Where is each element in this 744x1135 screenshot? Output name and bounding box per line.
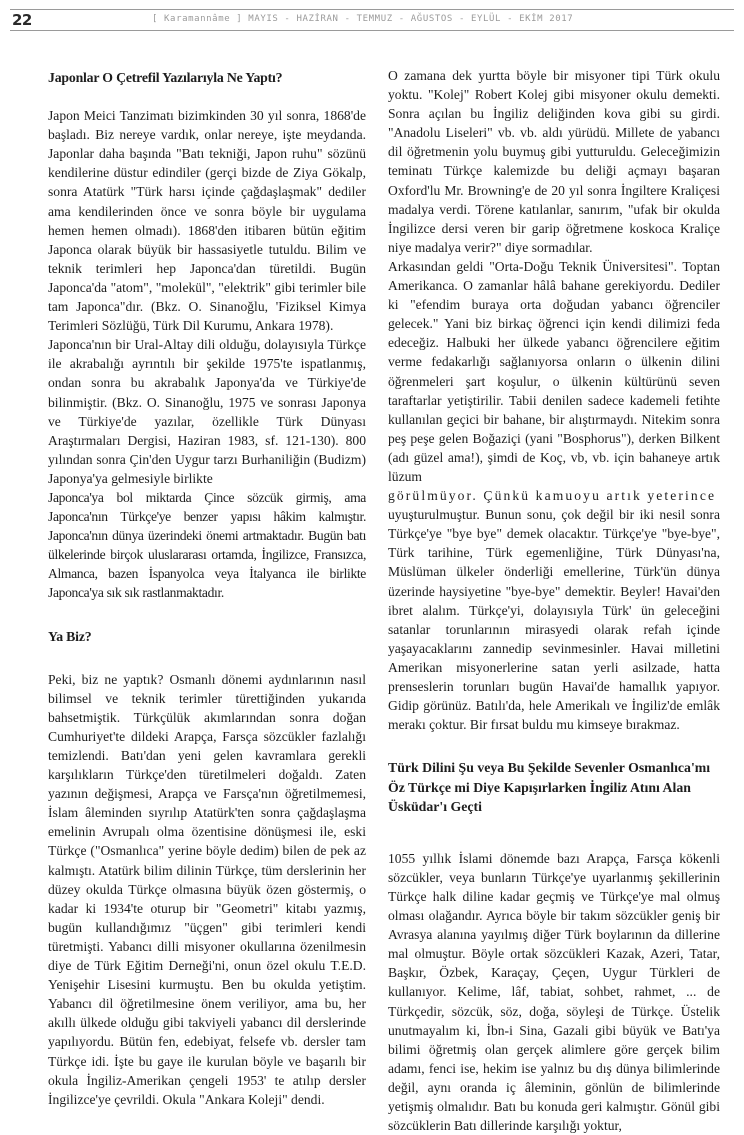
paragraph: Arkasından geldi "Orta-Doğu Teknik Üniversitesi". Toptan Amerikanca. O zamanlar hâlâ bahane gerekiyordu. Dediler ki "efendim buraya orta doğudan yabancı öğrenciler gelecek." Yani biz birkaç öğrenci için kendi dilimizi feda edeceğiz. Halbuki her ülkede yabancı öğrencilere eğitim verme fedakarlığı sağlanıyorsa onların o ülkenin dilini öğrenmeleri şart koşulur, o ülkenin kültürünü seven taraftarlar yetiştirilir. Tabii denilen sadece kademeli fetihte kullanılan geçici bir bahane, bir alıştırmaydı. Nitekim sonra peş peşe gelen Boğaziçi (yani "Bosphorus"), derken Bilkent (adı güzel ama!), şimdi de Koç, vb, vb. için bahaneye artık lüzum [388, 258, 720, 484]
paragraph: 1055 yıllık İslami dönemde bazı Arapça, Farsça kökenli sözcükler, veya bunların Türkçe'ye uyarlanmış şekillerinin Türkçe halk diline kadar geçmiş ve Türkçe'ye mal olmuş olması olağandır. Ayrıca böyle bir takım sözcükler geniş bir Avrasya alanına yayılmış diğer Türk boylarının da dillerine mal olmuştur. Böyle ortak sözcükleri Kazak, Azeri, Tatar, Başkır, Özbek, Karaçay, Çeçen, Uygur Türkleri de kullanıyor. Kelime, lâf, tabiat, sohbet, rahmet, ... de Türkçedir, sözcük, söz, doğa, söyleşi de Türkçe. Üstelik unutmayalım ki, İbn-i Sina, Gazali gibi büyük ve Batı'ya bilimi öğretmiş olan gerçek alimlere göre gerçek bilim adamı, fenci ise, hekim ise yalnız bu dış dünya bilimlerinde değil, aynı oranda iç âleminin, gönlün de bilimlerinde yetişmiş olmalıdır. Batı bu konuda geri kalmıştır. Gönül gibi sözcüklerin Batı dillerinde karşılığı yoktur, [388, 850, 720, 1134]
paragraph: Japonca'nın bir Ural-Altay dili olduğu, dolayısıyla Türkçe ile akrabalığı ayrıntılı bir şekilde 1975'te ispatlanmış, ondan sonra bu akrabalık Japonya'da ve Türkiye'de bilinmiştir. (Bkz. O. Sinanoğlu, 1975 ve sonrası Japonya ve Türkiye'de yazılar, özellikle Türk Dünyası Araştırmaları Dergisi, Haziran 1983, sf. 121-130). 800 yılından sonra Çin'den Uygur tarzı Burhaniliğin (Budizm) Japonya'ya gelmesiyle birlikte [48, 337, 366, 486]
spacer [48, 603, 366, 627]
section-heading-japonlar: Japonlar O Çetrefil Yazılarıyla Ne Yaptı? [48, 70, 283, 85]
page-number: 22 [12, 11, 32, 29]
paragraph: görülmüyor. Çünkü kamuoyu artık yeterince [388, 488, 717, 504]
left-column [48, 68, 366, 1109]
spacer [388, 817, 720, 849]
paragraph: Peki, biz ne yaptık? Osmanlı dönemi aydınlarının nasıl bilimsel ve teknik terimler türettiğinden yukarıda bahsetmiştik. Türkçülük akımlarından sonra doğan Cumhuriyet'te dildeki Arapça, Farsça sözcükler fazlalığı temizlendi. Batı'dan yeni gelen kavramlara gerekli karşılıkların Türkçe'den türetilmeleri doğaldı. Zaten yazının değişmesi, Arapça ve Farsça'nın öğretilmemesi, İslam âleminden sıyrılıp Atatürk'ten sonra çağdaşlaşma emelinin Avrupalı olma özentisine dönüşmesi ile, eski Türkçe ("Osmanlıca" yerine böyle dedim) bilen de pek az kalmıştı. Atatürk bilim dilinin Türkçe, tüm derslerinin her düzey okulda Türkçe olmasına büyük özen göstermiş, o kadar ki 1934'te oturup bir "Geometri" kitabı yazmış, bugün kullandığımız "üçgen" gibi terimleri kendi türetmişti. Yabancı dilli misyoner okullarına özenilmesin diye de Türk Eğitim Derneği'ni, onun özel okulu T.E.D. Yenişehir Lisesini kurmuştu. Ben bu okulda yetiştim. Yabancı dil öğretilmesine önem veriliyor, ama bu, her akıllı ülkede olduğu gibi takviyeli yabancı dil derslerinde yapılıyordu. Bütün fen, edebiyat, felsefe vb. dersler tam Türkçe idi. İşte bu gaye ile kurulan böyle ve başarılı bir okula İngiliz-Amerikan çengeli 1953' te atılıp dersler İngilizce'ye çevrildi. Okula "Ankara Koleji" dendi. [48, 671, 366, 1107]
page-header [10, 9, 734, 31]
paragraph: uyuşturulmuştur. Bunun sonu, çok değil bir iki nesil sonra Türkçe'ye "bye bye" demek olacaktır. Türkçe'ye "bye-bye", Türk tarihine, Türk egemenliğine, Türk Dünyası'na, Müslüman ülkeler önderliği emellerine, Türk'ün dünya üzerinde haysiyetine "bye-bye" demektir. Beyler! Havai'den ibret alalım. Türkçe'yi, dolayısıyla Türk' ün geleceğini satanlar torunlarının mirasyedi olarak refah içinde yaşayacaklarını zannedip sevinmesinler. Havai milletini Amerikan misyonerlerine satan yerli asilzade, hatta prenseslerin torunları bugün Havai'de hamallık yapıyor. Gidip görünüz. Batılı'da, hele Amerikalı ve İngiliz'de emlâk merakı çoktur. Bir fırsat buldu mu kimseye bırakmaz. [388, 507, 720, 733]
spacer [48, 646, 366, 670]
section-heading-turk-dilini: Türk Dilini Şu veya Bu Şekilde Sevenler Osmanlıca'mı Öz Türkçe mi Diye Kapışırlarken İngiliz Atını Alan Üsküdar'ı Geçti [388, 760, 711, 815]
right-column [388, 66, 720, 1135]
section-heading-ya-biz: Ya Biz? [48, 628, 92, 644]
paragraph: Japonca'ya bol miktarda Çince sözcük girmiş, ama Japonca'nın Türkçe'ye benzer yapısı hâkim kalmıştır. Japonca'nın dünya üzerindeki önemi artmaktadır. Bugün batı ülkelerinde birçok uluslararası ortamda, İngilizce, Fransızca, Almanca, bazen İspanyolca veya İtalyanca ile birlikte Japonca'ya sık sık rastlanmaktadır. [48, 489, 366, 601]
paragraph: Japon Meici Tanzimatı bizimkinden 30 yıl sonra, 1868'de başladı. Biz nereye vardık, onlar nereye, işte meydanda. Japonlar daha başında "Batı tekniği, Japon ruhu" sözünü kendilerine düstur edindiler (gerçi bizde de Ziya Gökalp, sonra Atatürk "Türk harsı içinde çağdaşlaşmak" dediler ama kendilerinden önce ve sonra böyle bir uygulama hemen hemen olmadı). 1868'den itibaren bütün eğitim Japonca olarak büyük bir hassasiyetle tutuldu. Bilim ve teknik terimleri hep Japonca'dan türetildi. Bugün Japonca'da "atom", "molekül", "elektrik" gibi terimler bile tam Japonca"dır. (Bkz. O. Sinanoğlu, 'Fiziksel Kimya Terimleri Sözlüğü, Türk Dil Kurumu, Ankara 1978). [48, 108, 366, 334]
running-head: [ Karamannâme ] MAYIS - HAZİRAN - TEMMUZ - AĞUSTOS - EYLÜL - EKİM 2017 [152, 14, 574, 24]
spacer [48, 87, 366, 106]
spacer [388, 734, 720, 758]
paragraph: O zamana dek yurtta böyle bir misyoner tipi Türk okulu yoktu. "Kolej" Robert Kolej gibi misyoner okulu demekti. Sonra açılan bu İngiliz deliğinden kova gibi su girdi. "Anadolu Liseleri" vb. vb. aldı yürüdü. Millete de yabancı dil öğretmenin yolu buymuş gibi yutturuldu. Geleceğimizin teminatı Türkçe kalemizde bu deliği açmayı başaran Oxford'lu Mr. Browning'e de 20 yıl sonra İngiltere Kraliçesi madalya verdi. Törene katılanlar, sanırım, "ufak bir okulda İngilizce dersi veren bir garip öğretmene koskoca Kraliçe niye madalya verir?" diye sormadılar. [388, 68, 720, 255]
